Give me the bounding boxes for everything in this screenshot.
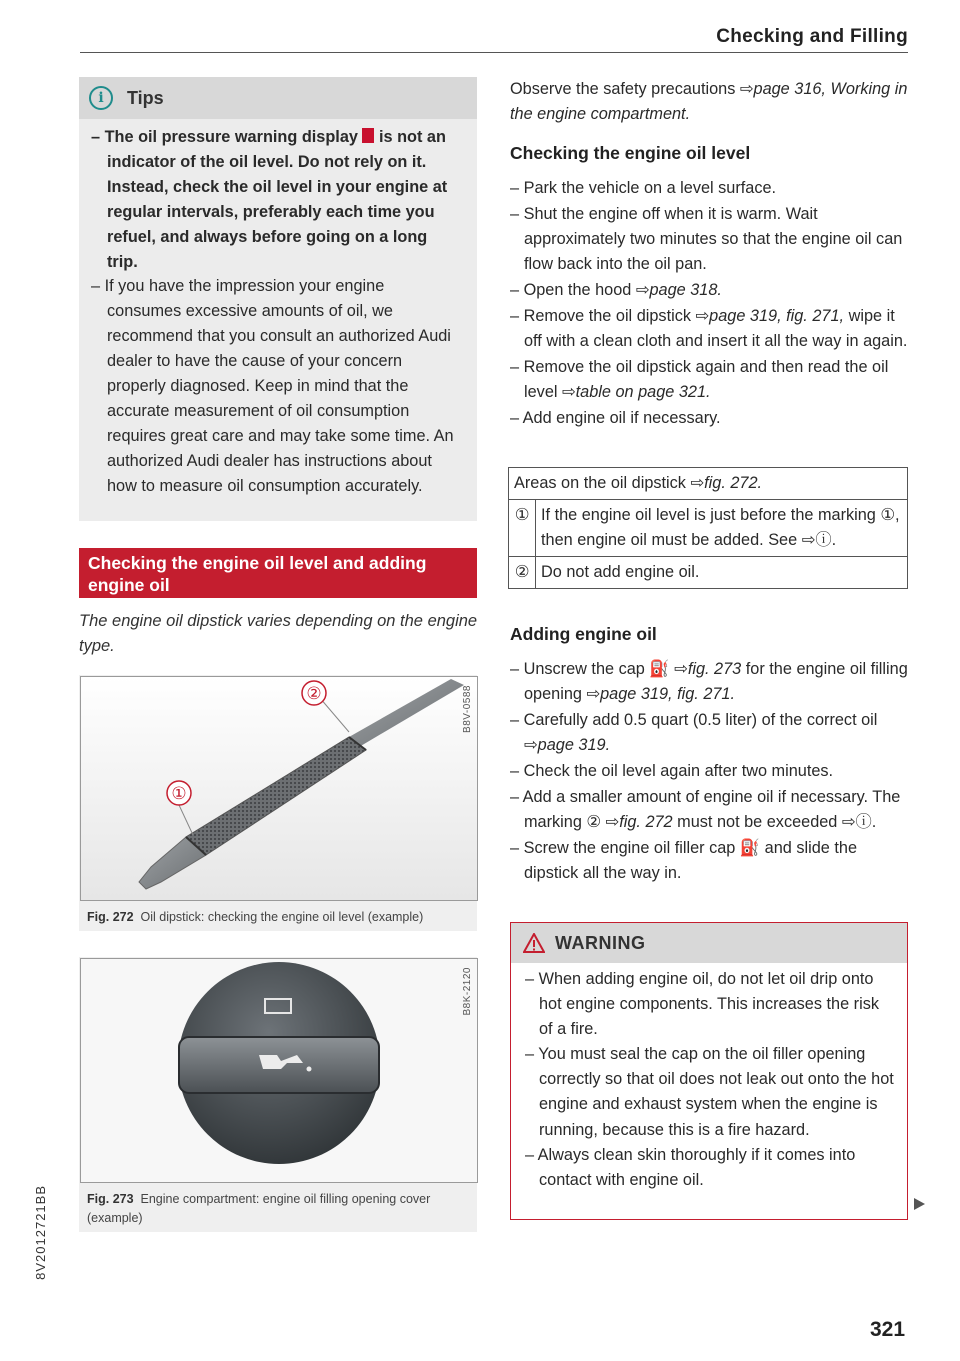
cross-reference[interactable]: fig. 272 — [619, 813, 673, 832]
safety-text: Observe the safety precautions ⇨ — [510, 80, 754, 98]
continue-arrow-icon — [914, 1198, 925, 1210]
list-item — [510, 657, 910, 708]
dipstick-graphic — [81, 677, 477, 900]
step-text: – Carefully add 0.5 quart (0.5 liter) of the correct oil ⇨ — [510, 711, 878, 755]
tip-text: If you have the impression your engine consumes excessive amounts of oil, we recommend that you consult an authorized Audi dealer to have the cause of your concern properly diagnosed. Keep in mind that the accurate measurement of oil consumption requires great care and may take some time. An authorized Audi dealer has instructions about how to measure oil consumption accurately. — [104, 277, 454, 495]
tips-label: Tips — [127, 87, 164, 108]
add-heading: Adding engine oil — [510, 624, 657, 644]
tips-box — [79, 77, 477, 521]
list-item — [510, 708, 910, 759]
figure-272 — [79, 675, 477, 931]
step-text: – Shut the engine off when it is warm. Wait approximately two minutes so that the engine oil can flow back into the oil pan. — [510, 204, 903, 274]
cross-reference[interactable]: page 316, Working in the engine compartment. — [510, 80, 908, 123]
warning-box — [510, 922, 908, 1220]
cross-reference[interactable]: fig. 272. — [704, 474, 763, 492]
running-header: Checking and Filling — [716, 26, 908, 47]
oil-cap-graphic — [81, 959, 477, 1182]
warning-item: – Always clean skin thoroughly if it comes into contact with engine oil. — [525, 1145, 856, 1189]
cross-reference[interactable]: page 319. — [537, 736, 611, 755]
tip-text: The oil pressure warning display — [104, 128, 358, 146]
cross-reference[interactable]: fig. 273 — [687, 660, 742, 678]
warning-list — [511, 963, 907, 1193]
list-item — [510, 304, 910, 355]
step-text: – Remove the oil dipstick again and then read the oil level ⇨ — [510, 358, 889, 402]
oil-pressure-warning-icon — [362, 128, 374, 143]
list-item — [510, 406, 910, 431]
table-header-cell — [509, 468, 908, 500]
figure-code: B8V-0588 — [462, 685, 473, 733]
figure-label: Fig. 272 — [87, 910, 134, 924]
list-item — [510, 759, 910, 784]
page-number: 321 — [870, 1318, 906, 1341]
table-header-text: Areas on the oil dipstick ⇨ — [514, 474, 705, 492]
step-text: – Unscrew the cap ⛽ ⇨ — [510, 660, 688, 678]
add-steps — [510, 657, 910, 887]
list-item — [510, 202, 910, 278]
step-text: wipe it off with a clean cloth and insert it all the way in again. — [524, 306, 908, 351]
figure-label: Fig. 273 — [87, 1192, 134, 1206]
cross-reference[interactable]: page 318. — [649, 281, 722, 300]
warning-title: WARNING — [555, 932, 646, 953]
list-item — [510, 278, 910, 303]
figure-caption-text: Engine compartment: engine oil filling opening cover (example) — [87, 1192, 431, 1225]
warning-triangle-icon — [523, 933, 545, 953]
figure-caption-text: Oil dipstick: checking the engine oil level (example) — [140, 910, 424, 924]
warning-header — [511, 923, 907, 963]
table-cell: Do not add engine oil. — [536, 557, 908, 589]
cross-reference[interactable]: page 319, fig. 271, — [709, 306, 845, 325]
info-icon: i — [89, 86, 113, 110]
table-cell-marker: ② — [509, 557, 536, 589]
tips-header — [79, 77, 477, 119]
cross-reference[interactable]: table on page 321. — [575, 383, 711, 402]
table-cell: If the engine oil level is just before the marking ①, then engine oil must be added. See ⇨ⓘ. — [536, 500, 908, 557]
list-item — [510, 836, 910, 887]
step-text: must not be exceeded ⇨ⓘ. — [672, 813, 877, 832]
step-text: – Open the hood ⇨ — [510, 281, 650, 300]
dipstick-illustration — [80, 676, 478, 901]
warning-item: – You must seal the cap on the oil filler opening correctly so that oil does not leak out onto the hot engine and exhaust system when the engine is running, because this is a fire hazard. — [525, 1045, 894, 1139]
step-text: – Remove the oil dipstick ⇨ — [510, 306, 710, 325]
figure-code: B8K-2120 — [462, 967, 473, 1016]
step-text: – Add engine oil if necessary. — [510, 409, 721, 428]
table-cell-marker: ① — [509, 500, 536, 557]
tip-item: – If you have the impression your engine consumes excessive amounts of oil, we recommend that you consult an authorized Audi dealer to have the cause of your concern properly diagnosed. Keep in mind that the accurate measurement of oil consumption requires great care and may take some time. An authorized Audi dealer has instructions about how to measure oil consumption accurately. — [91, 277, 454, 495]
table-row — [509, 557, 908, 589]
figure-marker-2: ② — [306, 684, 322, 704]
section-intro: The engine oil dipstick varies depending on the engine type. — [79, 612, 478, 655]
step-text: for the engine oil filling opening ⇨ — [524, 660, 908, 704]
dipstick-table — [508, 467, 908, 589]
document-code: 8V2012721BB — [33, 1185, 48, 1280]
list-item — [510, 176, 910, 201]
step-text: – Check the oil level again after two minutes. — [510, 762, 834, 781]
figure-273 — [79, 957, 477, 1232]
tip-item: – The oil pressure warning display is not an indicator of the oil level. Do not rely on it. Instead, check the oil level in your engine at regular intervals, preferably each time you refuel, and always before going on a long trip. — [91, 128, 448, 271]
table-row — [509, 468, 908, 500]
figure-marker-1: ① — [171, 784, 187, 804]
table-row — [509, 500, 908, 557]
check-heading: Checking the engine oil level — [510, 143, 751, 163]
tip-text: is not an indicator of the oil level. Do not rely on it. Instead, check the oil level in your engine at regular intervals, preferably each time you refuel, and always before going on a long trip. — [107, 128, 448, 271]
cross-reference[interactable]: page 319, fig. 271. — [600, 685, 736, 704]
section-title: Checking the engine oil level and adding engine oil — [79, 548, 477, 598]
safety-paragraph — [510, 77, 910, 127]
tips-list — [79, 119, 477, 499]
step-text: – Add a smaller amount of engine oil if necessary. The marking ② ⇨ — [510, 787, 901, 832]
figure-caption — [79, 902, 477, 931]
header-rule — [80, 52, 908, 53]
step-text: – Park the vehicle on a level surface. — [510, 179, 777, 197]
list-item — [510, 355, 910, 406]
warning-item: – When adding engine oil, do not let oil drip onto hot engine components. This increases the risk of a fire. — [525, 970, 879, 1039]
oil-cap-illustration — [80, 958, 478, 1183]
step-text: – Screw the engine oil filler cap ⛽ and slide the dipstick all the way in. — [510, 839, 857, 883]
check-steps — [510, 176, 910, 432]
figure-caption — [79, 1184, 477, 1232]
list-item — [510, 785, 910, 836]
